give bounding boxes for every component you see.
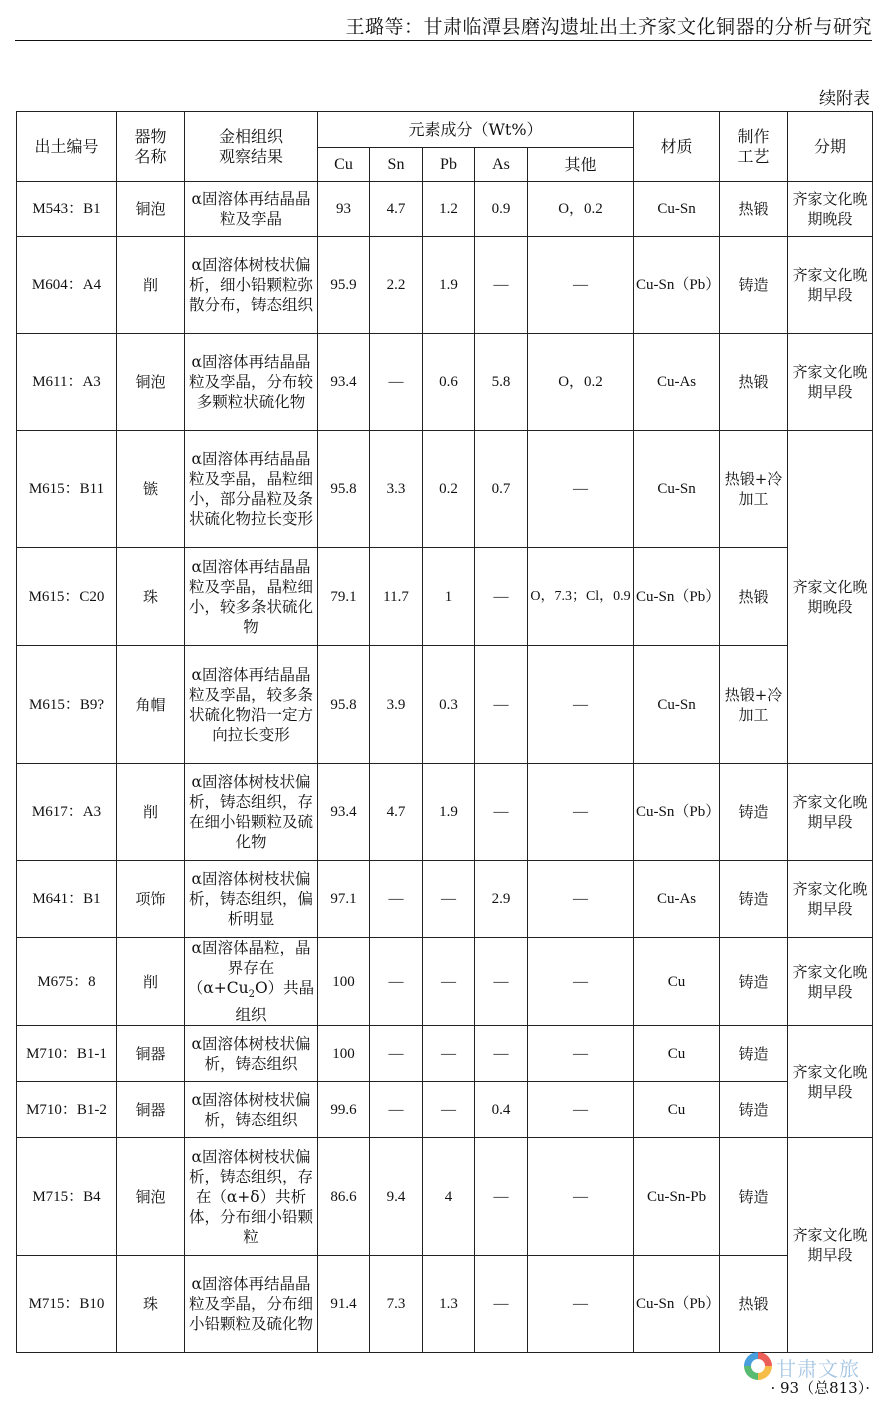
cell-other: —: [528, 861, 634, 938]
cell-craft: 热锻: [720, 334, 788, 431]
header-id: 出土编号: [17, 112, 117, 182]
cell-name: 珠: [117, 548, 185, 646]
cell-material: Cu-Sn-Pb: [634, 1138, 720, 1256]
cell-observation: α固溶体再结晶晶粒及孪晶，分布较多颗粒状硫化物: [185, 334, 318, 431]
cell-sn: 4.7: [370, 182, 423, 237]
cell-pb: 0.6: [423, 334, 475, 431]
cell-id: M615：C20: [17, 548, 117, 646]
cell-other: —: [528, 1082, 634, 1138]
cell-as: —: [475, 938, 528, 1026]
cell-as: 0.7: [475, 431, 528, 548]
cell-as: 2.9: [475, 861, 528, 938]
appendix-table: [16, 111, 873, 1353]
cell-pb: 1.9: [423, 237, 475, 334]
cell-material: Cu-Sn: [634, 646, 720, 764]
cell-material: Cu: [634, 938, 720, 1026]
header-craft: [720, 112, 788, 182]
header-as: As: [475, 148, 528, 182]
table-row: [17, 1138, 873, 1256]
cell-period: 齐家文化晚期早段: [788, 1138, 873, 1353]
cell-id: M611：A3: [17, 334, 117, 431]
cell-id: M641：B1: [17, 861, 117, 938]
cell-craft: 铸造: [720, 1138, 788, 1256]
cell-material: Cu: [634, 1082, 720, 1138]
table-row: [17, 861, 873, 938]
cell-pb: 1: [423, 548, 475, 646]
cell-cu: 95.8: [318, 646, 370, 764]
cell-craft: 铸造: [720, 764, 788, 861]
cell-observation: α固溶体再结晶晶粒及孪晶，分布细小铅颗粒及硫化物: [185, 1256, 318, 1353]
table-row: [17, 548, 873, 646]
cell-craft: 热锻: [720, 548, 788, 646]
cell-cu: 86.6: [318, 1138, 370, 1256]
cell-period: 齐家文化晚期早段: [788, 861, 873, 938]
cell-id: M710：B1-1: [17, 1026, 117, 1082]
cell-name: 镞: [117, 431, 185, 548]
cell-observation: α固溶体树枝状偏析，细小铅颗粒弥散分布，铸态组织: [185, 237, 318, 334]
cell-period: 齐家文化晚期早段: [788, 938, 873, 1026]
cell-period: 齐家文化晚期晚段: [788, 431, 873, 764]
cell-name: 削: [117, 237, 185, 334]
cell-id: M604：A4: [17, 237, 117, 334]
cell-sn: 3.3: [370, 431, 423, 548]
cell-observation: α固溶体树枝状偏析，铸态组织: [185, 1082, 318, 1138]
cell-as: —: [475, 548, 528, 646]
cell-name: 铜器: [117, 1026, 185, 1082]
cell-name: 珠: [117, 1256, 185, 1353]
table-row: [17, 237, 873, 334]
header-observation: [185, 112, 318, 182]
cell-id: M715：B4: [17, 1138, 117, 1256]
cell-sn: —: [370, 861, 423, 938]
cell-cu: 91.4: [318, 1256, 370, 1353]
cell-material: Cu-Sn（Pb）: [634, 237, 720, 334]
cell-pb: 4: [423, 1138, 475, 1256]
cell-as: —: [475, 764, 528, 861]
cell-observation: α固溶体再结晶晶粒及孪晶，晶粒细小，部分晶粒及条状硫化物拉长变形: [185, 431, 318, 548]
cell-pb: 1.3: [423, 1256, 475, 1353]
cell-material: Cu: [634, 1026, 720, 1082]
cell-observation: α固溶体树枝状偏析，铸态组织，存在（α+δ）共析体，分布细小铅颗粒: [185, 1138, 318, 1256]
cell-craft: 热锻+冷加工: [720, 431, 788, 548]
cell-sn: —: [370, 334, 423, 431]
cell-craft: 铸造: [720, 1082, 788, 1138]
cell-other: O，0.2: [528, 334, 634, 431]
cell-pb: —: [423, 1082, 475, 1138]
cell-pb: 1.2: [423, 182, 475, 237]
cell-other: —: [528, 646, 634, 764]
cell-id: M615：B9?: [17, 646, 117, 764]
cell-sn: 4.7: [370, 764, 423, 861]
cell-observation: α固溶体树枝状偏析，铸态组织，偏析明显: [185, 861, 318, 938]
observation-text-tail: O）共晶组织: [235, 979, 315, 1025]
cell-pb: —: [423, 861, 475, 938]
table-row: [17, 764, 873, 861]
header-rule: [15, 40, 872, 41]
header-other: 其他: [528, 148, 634, 182]
cell-other: —: [528, 764, 634, 861]
cell-observation: α固溶体树枝状偏析，铸态组织，存在细小铅颗粒及硫化物: [185, 764, 318, 861]
cell-sn: 3.9: [370, 646, 423, 764]
cell-sn: 7.3: [370, 1256, 423, 1353]
logo-text: 甘肃文旅: [776, 1357, 860, 1381]
table-row: [17, 431, 873, 548]
cell-pb: —: [423, 938, 475, 1026]
cell-pb: 0.3: [423, 646, 475, 764]
cell-pb: —: [423, 1026, 475, 1082]
cell-observation: [185, 938, 318, 1026]
cell-craft: 铸造: [720, 861, 788, 938]
cell-name: 削: [117, 938, 185, 1026]
cell-sn: 9.4: [370, 1138, 423, 1256]
cell-material: Cu-As: [634, 334, 720, 431]
cell-period: 齐家文化晚期早段: [788, 237, 873, 334]
cell-id: M615：B11: [17, 431, 117, 548]
cell-other: —: [528, 237, 634, 334]
running-header: [0, 0, 887, 44]
cell-other: O，7.3；Cl，0.9: [528, 548, 634, 646]
cell-id: M715：B10: [17, 1256, 117, 1353]
table-row: [17, 182, 873, 237]
header-name: [117, 112, 185, 182]
cell-material: Cu-As: [634, 861, 720, 938]
cell-craft: 铸造: [720, 1026, 788, 1082]
table-row: [17, 1256, 873, 1353]
cell-cu: 99.6: [318, 1082, 370, 1138]
page-number: · 93（总813）·: [770, 1379, 870, 1397]
cell-id: M543：B1: [17, 182, 117, 237]
cell-name: 铜泡: [117, 1138, 185, 1256]
cell-sn: —: [370, 1082, 423, 1138]
cell-name: 角帽: [117, 646, 185, 764]
header-elements: 元素成分（Wt%）: [318, 112, 634, 148]
cell-material: Cu-Sn: [634, 431, 720, 548]
cell-cu: 93.4: [318, 334, 370, 431]
table-row: [17, 1082, 873, 1138]
cell-material: Cu-Sn: [634, 182, 720, 237]
header-name-text: 器物 名称: [134, 126, 167, 166]
cell-id: M710：B1-2: [17, 1082, 117, 1138]
cell-observation: α固溶体树枝状偏析，铸态组织: [185, 1026, 318, 1082]
header-cu: Cu: [318, 148, 370, 182]
cell-other: —: [528, 431, 634, 548]
cell-other: —: [528, 1026, 634, 1082]
cell-sn: —: [370, 1026, 423, 1082]
cell-material: Cu-Sn（Pb）: [634, 548, 720, 646]
cell-name: 铜泡: [117, 182, 185, 237]
table-caption: 续附表: [819, 89, 870, 109]
table-row: [17, 334, 873, 431]
cell-as: —: [475, 646, 528, 764]
cell-sn: —: [370, 938, 423, 1026]
cell-as: —: [475, 1256, 528, 1353]
cell-observation: α固溶体再结晶晶粒及孪晶: [185, 182, 318, 237]
header-craft-text: 制作 工艺: [737, 126, 770, 166]
cell-as: —: [475, 237, 528, 334]
cell-pb: 1.9: [423, 764, 475, 861]
cell-cu: 100: [318, 1026, 370, 1082]
cell-cu: 97.1: [318, 861, 370, 938]
cell-cu: 95.8: [318, 431, 370, 548]
cell-id: M617：A3: [17, 764, 117, 861]
cell-material: Cu-Sn（Pb）: [634, 1256, 720, 1353]
table-row: [17, 646, 873, 764]
header-period: 分期: [788, 112, 873, 182]
header-pb: Pb: [423, 148, 475, 182]
cell-as: —: [475, 1026, 528, 1082]
cell-period: 齐家文化晚期早段: [788, 1026, 873, 1138]
cell-craft: 热锻: [720, 1256, 788, 1353]
cell-as: 0.9: [475, 182, 528, 237]
cell-as: 0.4: [475, 1082, 528, 1138]
cell-period: 齐家文化晚期晚段: [788, 182, 873, 237]
cell-cu: 100: [318, 938, 370, 1026]
cell-other: —: [528, 1138, 634, 1256]
cell-cu: 93.4: [318, 764, 370, 861]
cell-period: 齐家文化晚期早段: [788, 334, 873, 431]
cell-name: 铜器: [117, 1082, 185, 1138]
cell-name: 项饰: [117, 861, 185, 938]
cell-craft: 铸造: [720, 237, 788, 334]
gansu-wenlv-logo-icon: [744, 1352, 772, 1380]
table-row: [17, 1026, 873, 1082]
cell-cu: 95.9: [318, 237, 370, 334]
cell-material: Cu-Sn（Pb）: [634, 764, 720, 861]
cell-sn: 11.7: [370, 548, 423, 646]
cell-craft: 热锻+冷加工: [720, 646, 788, 764]
cell-as: 5.8: [475, 334, 528, 431]
cell-observation: α固溶体再结晶晶粒及孪晶，较多条状硫化物沿一定方向拉长变形: [185, 646, 318, 764]
cell-name: 铜泡: [117, 334, 185, 431]
running-title: 王璐等：甘肃临潭县磨沟遗址出土齐家文化铜器的分析与研究: [345, 16, 872, 38]
cell-craft: 热锻: [720, 182, 788, 237]
header-observation-text: 金相组织 观察结果: [218, 126, 283, 166]
cell-other: O，0.2: [528, 182, 634, 237]
cell-observation: α固溶体再结晶晶粒及孪晶，晶粒细小，较多条状硫化物: [185, 548, 318, 646]
table-row: [17, 938, 873, 1026]
cell-craft: 铸造: [720, 938, 788, 1026]
cell-sn: 2.2: [370, 237, 423, 334]
header-sn: Sn: [370, 148, 423, 182]
cell-name: 削: [117, 764, 185, 861]
cell-pb: 0.2: [423, 431, 475, 548]
cell-other: —: [528, 938, 634, 1026]
cell-as: —: [475, 1138, 528, 1256]
cell-period: 齐家文化晚期早段: [788, 764, 873, 861]
cell-id: M675：8: [17, 938, 117, 1026]
observation-text: α固溶体晶粒，晶界存在（α+Cu: [187, 939, 311, 997]
cell-other: —: [528, 1256, 634, 1353]
cell-cu: 79.1: [318, 548, 370, 646]
cell-cu: 93: [318, 182, 370, 237]
subscript-2: 2: [248, 989, 255, 1001]
header-material: 材质: [634, 112, 720, 182]
